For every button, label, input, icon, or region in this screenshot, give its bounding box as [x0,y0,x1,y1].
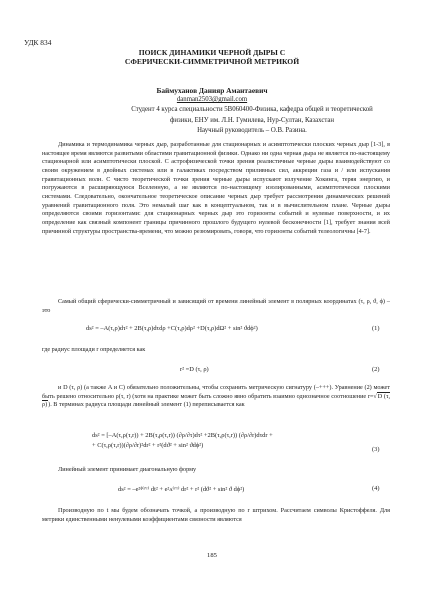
paragraph-signature-part-2: ). В терминах радиуса площади линейный элемент (1) переписывается как [48,401,245,409]
affiliation-line-2: физики, ЕНУ им. Л.Н. Гумилева, Нур-Султан, Казахстан [169,116,335,124]
equation-4-number: (4) [372,485,380,492]
paragraph-signature-part-1: и D (τ, ρ) (а также A и C) обязательно положительны, чтобы сохранить метрическую сигнатуру (–+++). Уравнение (2) может быть решено относительно ρ(τ, r) (хотя на практике может быть сложно явно обратить взаимно однозначное соотношение r= [42,384,390,400]
affiliation-line-3: Научный руководитель – О.В. Разина. [197,127,307,135]
author-email[interactable]: danman2503@gmail.com [176,96,248,103]
page-number: 185 [207,552,217,559]
equation-2-number: (2) [372,366,380,373]
equation-3-line-1: ds² = [–A(τ,ρ(τ,r)) + 2B(τ,ρ(τ,r)) (∂ρ/∂τ)dτ² +2B(τ,ρ(τ,r)) (∂ρ/∂r)dτdr + [92,432,273,439]
sqrt-expression: D (τ, ρ) [42,392,391,409]
equation-1: ds² = –A(τ,ρ)dτ² + 2B(τ,ρ)dτdρ +C(τ,ρ)dρ² +D(τ,ρ)dΩ² + sin² ϑdϕ²) [86,325,258,332]
paragraph-intro: Динамика и термодинамика черных дыр, разработанные для стационарных и асимптотически плоских черных дыр [1-3], в настоящее время являются развитыми областями гравитационной физики. Однако ни одна черная дыра не является по-настоящему стационарной или асимптотически плоской. С астрофизической точки зрения реалистичные черные дыры взаимодействуют со своим окружением в двойных системах или в галактиках посредством приливных сил, аккреции газа и / или испускания гравитационных волн. С чисто теоретической точки зрения черные дыры испускают излучение Хокинга, теряя энергию, и погружаются в расширяющуюся Вселенную, а не являются по-настоящему изолированными, асимптотически плоскими системами. Следовательно, окончательное теоретическое описание черных дыр требует рассмотрения динамических решений уравнений гравитационного поля. Это немалый шаг как в концептуальном, так и в вычислительном плане. Черные дыры определяются своими горизонтами: для стационарных черных дыр это горизонты событий и нулевые поверхности, и их определение как связный компонент границы причинного прошлого будущего нулевой бесконечности [1], требует знания всей причинной структуры пространства-времени, что можно резюмировать, говоря, что горизонты событий телеологичны [4-7]. [42,141,390,235]
author-name: Баймуханов Данияр Амантаевич [156,86,268,95]
title-line-1: ПОИСК ДИНАМИКИ ЧЕРНОЙ ДЫРЫ С [138,48,286,57]
paragraph-signature: и D (τ, ρ) (а также A и C) обязательно положительны, чтобы сохранить метрическую сигнатуру (–+++). Уравнение (2) может быть решено относительно ρ(τ, r) (хотя на практике может быть сложно явно обратить взаимно однозначное соотношение r=√D (τ, ρ)). В терминах радиуса площади линейный элемент (1) переписывается как [42,384,391,409]
title-line-2: СФЕРИЧЕСКИ-СИММЕТРИЧНОЙ МЕТРИКОЙ [124,57,300,67]
affiliation-line-1: Студент 4 курса специальности 5В060400-Физика, кафедра общей и теоретической [131,106,373,113]
paper-title [60,48,364,67]
equation-2: r² =D (τ, ρ) [180,366,209,373]
udk-code: УДК 834 [24,38,52,47]
equation-1-number: (1) [372,325,380,332]
equation-4: ds² = –e²ᶲ⁽ᵗ'ʳ⁾ dt² + e²ᴧ⁽ᵗ'ʳ⁾ dr² + r² (dϑ² + sin² ϑ dϕ²) [118,486,245,493]
text-area-radius: где радиус площади r определяется как [42,346,146,353]
paragraph-christoffel: Производную по t мы будем обозначать точкой, а производную по r штрихом. Рассчитаем символы Кристоффеля. Для метрики единственными ненулевыми коэффициентами связности являются [42,507,390,523]
affiliation [110,105,394,137]
equation-3-line-2: + C(τ,ρ(τ,r))(∂ρ/∂r)²dr² + r²(dϑ² + sin² ϑdϕ²) [92,442,204,449]
paragraph-line-element: Самый общий сферически-симметричный и зависящий от времени линейный элемент в полярных координатах (τ, ρ, ϑ, ϕ) – это [42,298,390,314]
text-diagonal-form: Линейный элемент принимает диагональную форму [58,466,197,473]
equation-3-number: (3) [372,446,380,453]
